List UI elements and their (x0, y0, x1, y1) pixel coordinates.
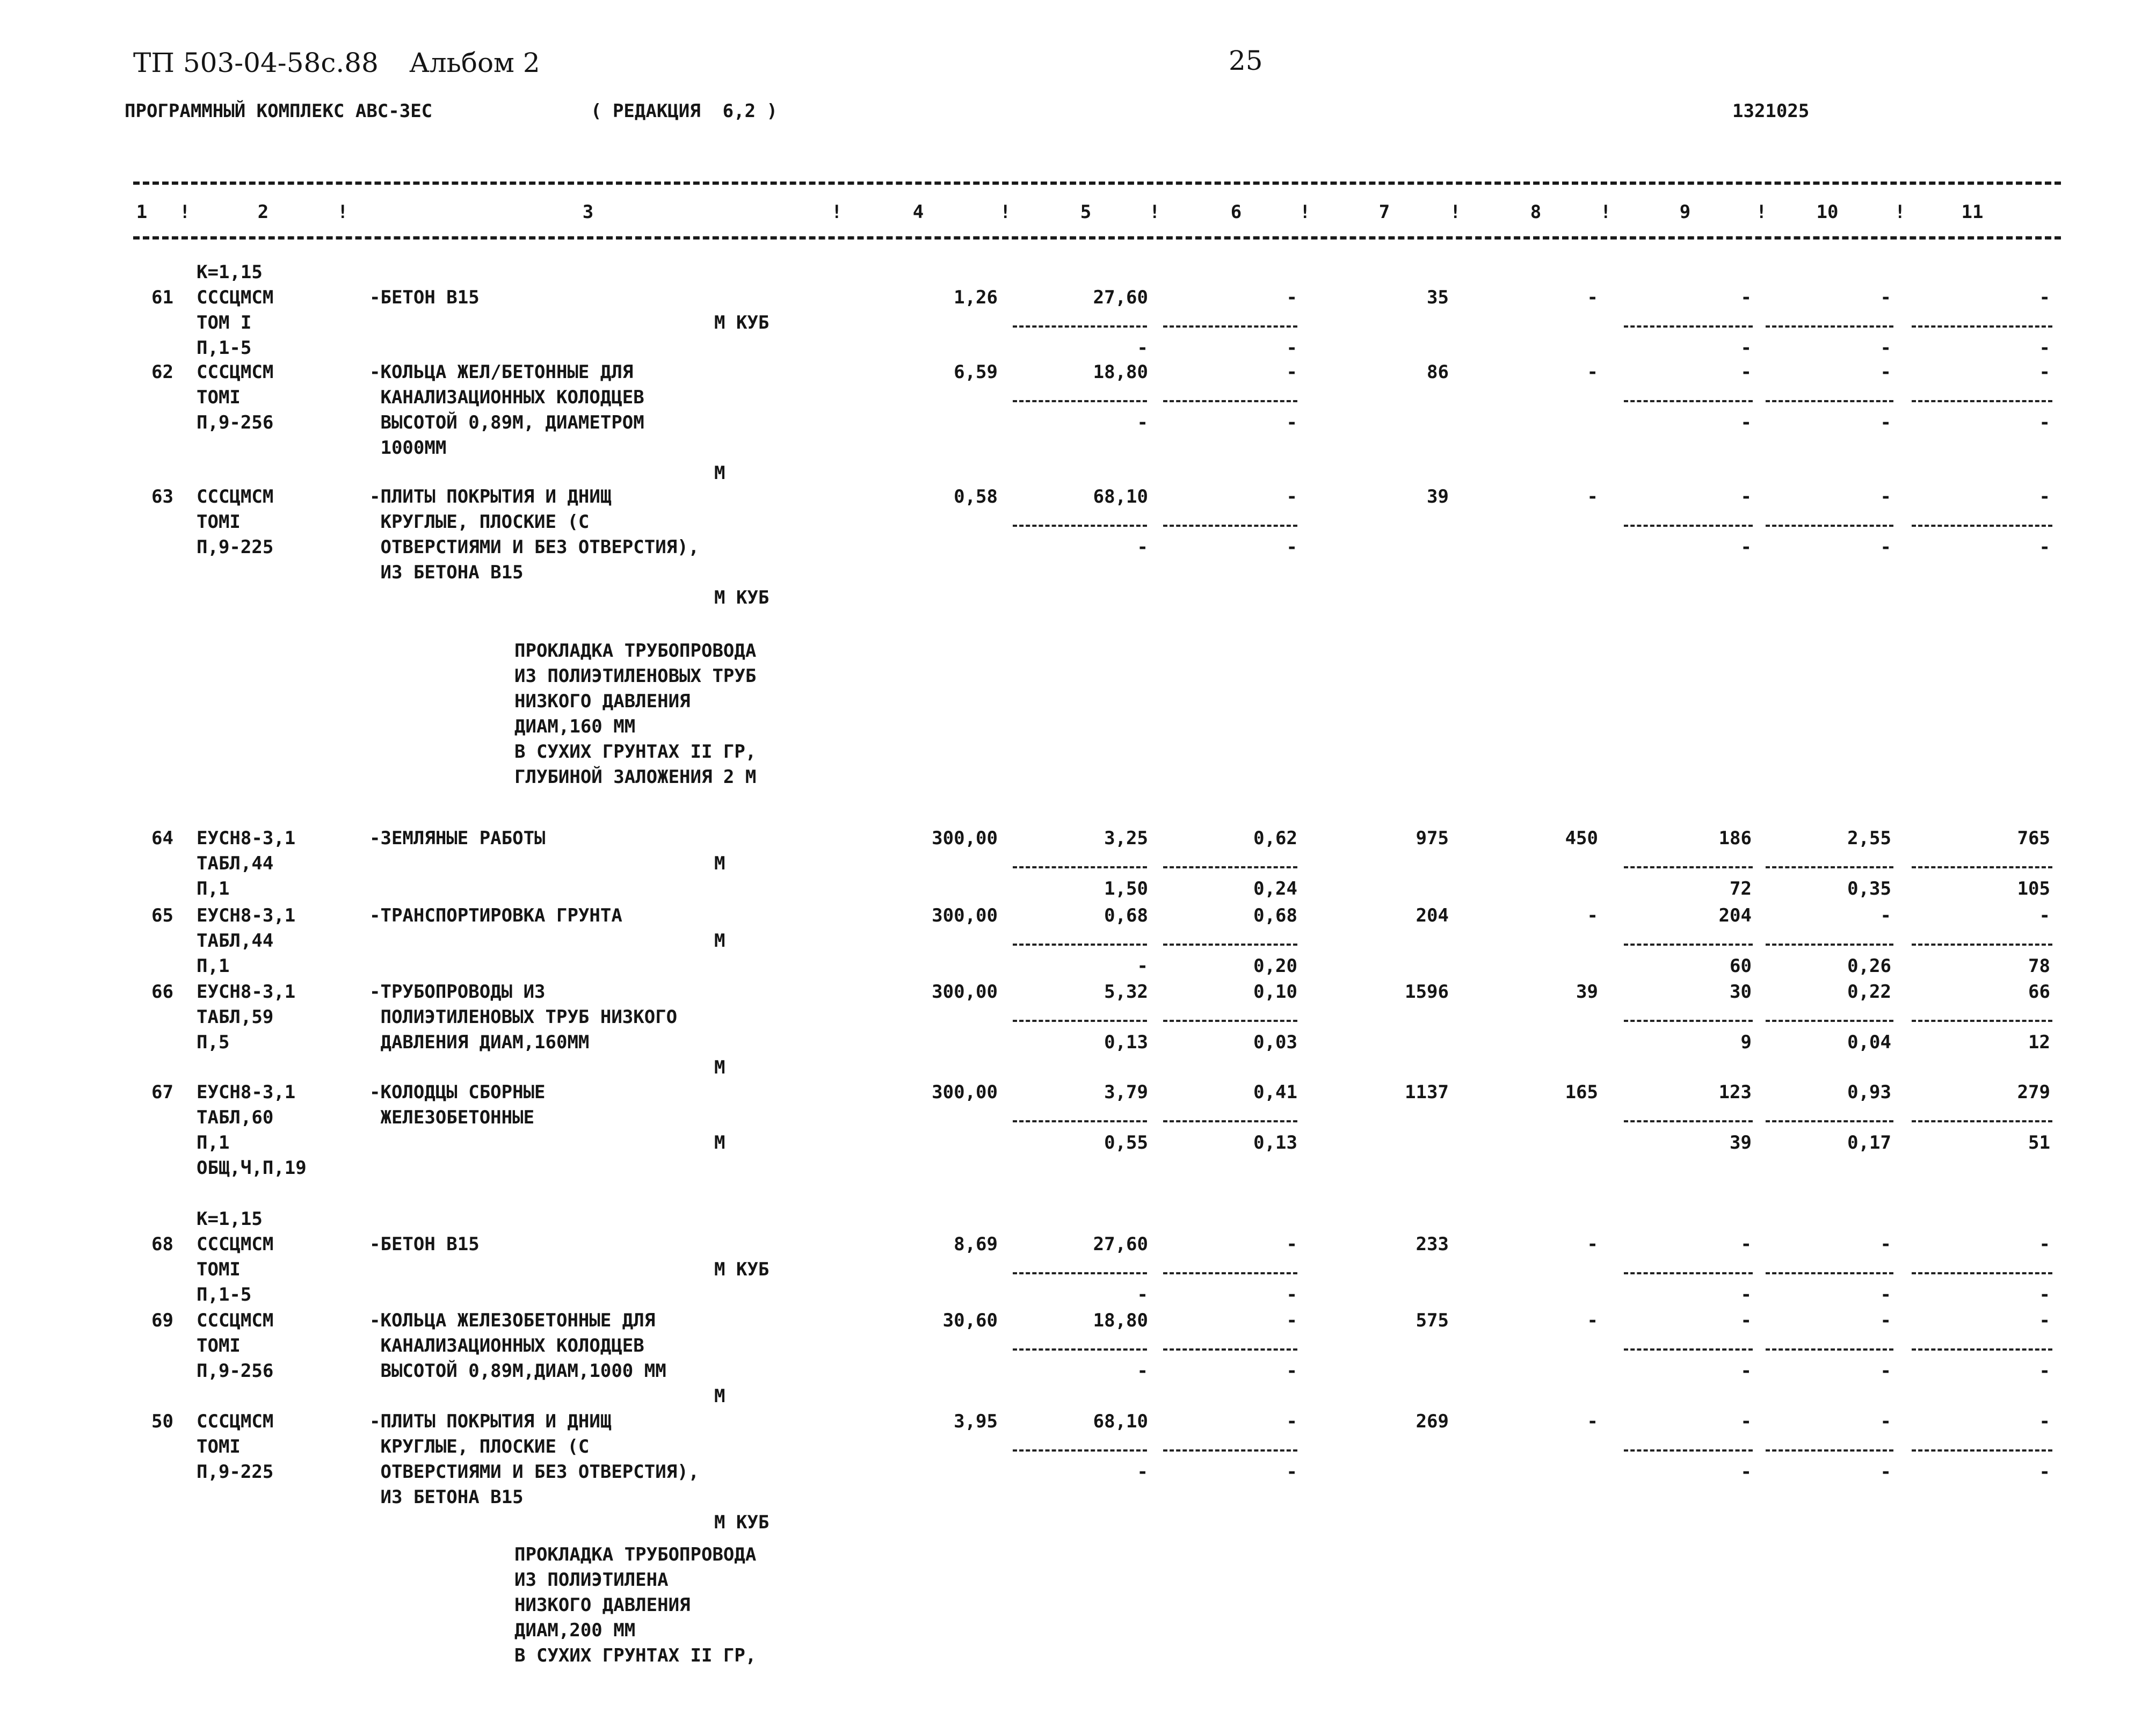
value-c10-sub: - (1880, 337, 1891, 359)
value-c10-sub: 0,04 (1847, 1032, 1891, 1053)
cell-divider (1912, 944, 2052, 946)
value-c5: 5,32 (1104, 981, 1148, 1003)
value-c10: - (1880, 287, 1891, 308)
value-c11-sub: - (2039, 412, 2050, 433)
value-c11: - (2039, 287, 2050, 308)
cell-divider (1624, 1272, 1753, 1274)
work-description: 1000ММ (369, 437, 447, 459)
col-separator: ! (1450, 201, 1461, 223)
cell-divider (1766, 400, 1893, 402)
value-c11: 66 (2028, 981, 2050, 1003)
value-c11-sub: 12 (2028, 1032, 2050, 1053)
value-c11: 279 (2017, 1082, 2050, 1103)
value-c6: 0,41 (1253, 1082, 1297, 1103)
norm-code: ТАБЛ,59 (197, 1006, 274, 1028)
value-c10-sub: 0,35 (1847, 878, 1891, 899)
value-c6-sub: 0,24 (1253, 878, 1297, 899)
cell-divider (1163, 1272, 1297, 1274)
col-separator: ! (831, 201, 843, 223)
work-description: ДАВЛЕНИЯ ДИАМ,160ММ (369, 1032, 590, 1053)
norm-code: ТОМI (197, 1335, 241, 1356)
norm-code: ЕУСН8-3,1 (197, 905, 296, 926)
cell-divider (1013, 1348, 1147, 1351)
value-c11-sub: 105 (2017, 878, 2050, 899)
col-header-5: 5 (1080, 201, 1092, 223)
value-c10-sub: - (1880, 412, 1891, 433)
quantity: 300,00 (932, 981, 998, 1003)
value-c11: - (2039, 361, 2050, 383)
value-c11: - (2039, 905, 2050, 926)
work-description: КАНАЛИЗАЦИОННЫХ КОЛОДЦЕВ (369, 387, 644, 408)
section-line: ИЗ ПОЛИЭТИЛЕНОВЫХ ТРУБ (514, 665, 757, 687)
work-description: ОТВЕРСТИЯМИ И БЕЗ ОТВЕРСТИЯ), (369, 536, 700, 558)
document-id: 1321025 (1732, 100, 1810, 122)
cell-divider (1766, 1348, 1893, 1351)
value-c10: - (1880, 1411, 1891, 1432)
norm-code: СССЦМСМ (197, 1310, 274, 1331)
value-c6: - (1286, 1310, 1297, 1331)
value-c11: - (2039, 1234, 2050, 1255)
row-number: 64 (151, 828, 173, 849)
value-c9-sub: - (1740, 1360, 1752, 1382)
value-c9-sub: 60 (1730, 955, 1752, 977)
value-c9: 30 (1730, 981, 1752, 1003)
program-name: ПРОГРАММНЫЙ КОМПЛЕКС АВС-3ЕС (125, 100, 433, 122)
cell-divider (1624, 1449, 1753, 1452)
value-c5-sub: 1,50 (1104, 878, 1148, 899)
value-c6: 0,62 (1253, 828, 1297, 849)
work-description: -ТРАНСПОРТИРОВКА ГРУНТА (369, 905, 622, 926)
unit-of-measure: М КУБ (714, 1512, 770, 1533)
cell-divider (1624, 1348, 1753, 1351)
value-c9: 186 (1718, 828, 1752, 849)
work-description: -КОЛЬЦА ЖЕЛ/БЕТОННЫЕ ДЛЯ (369, 361, 634, 383)
norm-code: П,1 (197, 1132, 230, 1154)
norm-code: П,1 (197, 878, 230, 899)
row-coefficient: К=1,15 (197, 262, 263, 283)
cell-divider (1912, 866, 2052, 868)
value-c9: - (1740, 486, 1752, 507)
value-c6-sub: 0,03 (1253, 1032, 1297, 1053)
value-c5: 68,10 (1093, 486, 1148, 507)
value-c9-sub: - (1740, 536, 1752, 558)
norm-code: П,9-225 (197, 536, 274, 558)
col-header-8: 8 (1530, 201, 1542, 223)
col-separator: ! (1756, 201, 1767, 223)
quantity: 6,59 (954, 361, 998, 383)
section-line: ИЗ ПОЛИЭТИЛЕНА (514, 1569, 669, 1591)
cell-divider (1013, 400, 1147, 402)
value-c9: - (1740, 361, 1752, 383)
cell-divider (1163, 1348, 1297, 1351)
norm-code: ТОМI (197, 1436, 241, 1457)
value-c9-sub: - (1740, 1284, 1752, 1305)
value-c8: 39 (1576, 981, 1598, 1003)
section-line: ПРОКЛАДКА ТРУБОПРОВОДА (514, 1544, 757, 1565)
value-c10: - (1880, 1310, 1891, 1331)
cell-divider (1766, 1272, 1893, 1274)
value-c5: 18,80 (1093, 1310, 1148, 1331)
value-c11: - (2039, 1310, 2050, 1331)
row-number: 67 (151, 1082, 173, 1103)
cell-divider (1912, 1020, 2052, 1022)
work-description: КРУГЛЫЕ, ПЛОСКИЕ (С (369, 1436, 590, 1457)
value-c11-sub: 51 (2028, 1132, 2050, 1154)
value-c8: - (1587, 486, 1598, 507)
work-description: -ПЛИТЫ ПОКРЫТИЯ И ДНИЩ (369, 486, 612, 507)
section-line: ПРОКЛАДКА ТРУБОПРОВОДА (514, 640, 757, 662)
value-c11-sub: - (2039, 1461, 2050, 1483)
value-c6: - (1286, 361, 1297, 383)
norm-code: П,1 (197, 955, 230, 977)
value-c6: - (1286, 1234, 1297, 1255)
cell-divider (1912, 1348, 2052, 1351)
value-c10: - (1880, 486, 1891, 507)
edition-label: ( РЕДАКЦИЯ 6,2 ) (591, 100, 778, 122)
row-number: 68 (151, 1234, 173, 1255)
row-number: 65 (151, 905, 173, 926)
value-c11-sub: - (2039, 536, 2050, 558)
cell-divider (1163, 944, 1297, 946)
row-number: 61 (151, 287, 173, 308)
norm-code: ТОМI (197, 511, 241, 533)
cell-divider (1163, 1020, 1297, 1022)
cell-divider (1624, 944, 1753, 946)
col-header-4: 4 (912, 201, 924, 223)
value-c5: 27,60 (1093, 1234, 1148, 1255)
section-line: ДИАМ,160 ММ (514, 716, 636, 737)
value-c10-sub: - (1880, 1461, 1891, 1483)
value-c11-sub: - (2039, 337, 2050, 359)
col-separator: ! (1300, 201, 1311, 223)
value-c10-sub: 0,17 (1847, 1132, 1891, 1154)
col-header-9: 9 (1679, 201, 1691, 223)
value-c8: - (1587, 1310, 1598, 1331)
norm-code: П,1-5 (197, 1284, 252, 1305)
norm-code: П,9-225 (197, 1461, 274, 1483)
work-description: КАНАЛИЗАЦИОННЫХ КОЛОДЦЕВ (369, 1335, 644, 1356)
value-c6-sub: - (1286, 1461, 1297, 1483)
value-c9: - (1740, 1310, 1752, 1331)
value-c6-sub: - (1286, 1284, 1297, 1305)
work-description: ИЗ БЕТОНА В15 (369, 1486, 524, 1508)
norm-code: ОБЩ,Ч,П,19 (197, 1157, 307, 1179)
row-number: 63 (151, 486, 173, 507)
col-header-6: 6 (1230, 201, 1242, 223)
page-number: 25 (1229, 45, 1263, 76)
value-c5-sub: - (1137, 1284, 1148, 1305)
cell-divider (1912, 400, 2052, 402)
value-c5-sub: - (1137, 1461, 1148, 1483)
cell-divider (1766, 1449, 1893, 1452)
value-c10-sub: - (1880, 1360, 1891, 1382)
value-c5-sub: 0,13 (1104, 1032, 1148, 1053)
norm-code: ТАБЛ,60 (197, 1107, 274, 1128)
norm-code: СССЦМСМ (197, 486, 274, 507)
value-c9: - (1740, 1411, 1752, 1432)
cell-divider (1163, 325, 1297, 328)
col-separator: ! (1149, 201, 1160, 223)
norm-code: ЕУСН8-3,1 (197, 828, 296, 849)
value-c8: 165 (1565, 1082, 1598, 1103)
cell-divider (1013, 325, 1147, 328)
norm-code: П,9-256 (197, 1360, 274, 1382)
value-c8: - (1587, 1234, 1598, 1255)
norm-code: ТОМI (197, 387, 241, 408)
work-description: -ЗЕМЛЯНЫЕ РАБОТЫ (369, 828, 546, 849)
norm-code: П,5 (197, 1032, 230, 1053)
value-c8: - (1587, 361, 1598, 383)
quantity: 0,58 (954, 486, 998, 507)
quantity: 300,00 (932, 828, 998, 849)
section-line: ДИАМ,200 ММ (514, 1620, 636, 1641)
quantity: 30,60 (942, 1310, 998, 1331)
value-c10: - (1880, 905, 1891, 926)
cell-divider (1013, 525, 1147, 527)
col-header-7: 7 (1378, 201, 1390, 223)
value-c7: 575 (1415, 1310, 1449, 1331)
col-separator: ! (1600, 201, 1611, 223)
value-c8: - (1587, 1411, 1598, 1432)
section-line: В СУХИХ ГРУНТАХ II ГР, (514, 741, 757, 763)
value-c6-sub: - (1286, 1360, 1297, 1382)
work-description: ОТВЕРСТИЯМИ И БЕЗ ОТВЕРСТИЯ), (369, 1461, 700, 1483)
value-c10-sub: - (1880, 536, 1891, 558)
value-c6-sub: 0,13 (1253, 1132, 1297, 1154)
value-c9-sub: 9 (1740, 1032, 1752, 1053)
col-separator: ! (179, 201, 191, 223)
work-description: ВЫСОТОЙ 0,89М,ДИАМ,1000 ММ (369, 1360, 666, 1382)
value-c6: - (1286, 1411, 1297, 1432)
value-c9-sub: - (1740, 412, 1752, 433)
unit-of-measure: М КУБ (714, 312, 770, 333)
value-c5-sub: - (1137, 955, 1148, 977)
unit-of-measure: М КУБ (714, 1259, 770, 1280)
cell-divider (1624, 525, 1753, 527)
cell-divider (1912, 1272, 2052, 1274)
value-c6: 0,10 (1253, 981, 1297, 1003)
value-c7: 39 (1427, 486, 1449, 507)
value-c10: 0,22 (1847, 981, 1891, 1003)
value-c6-sub: 0,20 (1253, 955, 1297, 977)
norm-code: ТАБЛ,44 (197, 930, 274, 952)
cell-divider (1013, 1272, 1147, 1274)
value-c11: 765 (2017, 828, 2050, 849)
row-coefficient: К=1,15 (197, 1208, 263, 1230)
work-description: -ТРУБОПРОВОДЫ ИЗ (369, 981, 546, 1003)
header-rule-bottom (133, 236, 2061, 240)
norm-code: СССЦМСМ (197, 287, 274, 308)
value-c8: 450 (1565, 828, 1598, 849)
value-c7: 35 (1427, 287, 1449, 308)
work-description: -ПЛИТЫ ПОКРЫТИЯ И ДНИЩ (369, 1411, 612, 1432)
cell-divider (1013, 1449, 1147, 1452)
value-c6-sub: - (1286, 412, 1297, 433)
cell-divider (1766, 1020, 1893, 1022)
col-header-11: 11 (1961, 201, 1984, 223)
norm-code: П,9-256 (197, 412, 274, 433)
cell-divider (1013, 944, 1147, 946)
norm-code: П,1-5 (197, 337, 252, 359)
header-rule-top (133, 182, 2061, 185)
cell-divider (1163, 1449, 1297, 1452)
cell-divider (1624, 1120, 1753, 1122)
col-header-10: 10 (1816, 201, 1839, 223)
value-c7: 204 (1415, 905, 1449, 926)
unit-of-measure: М (714, 462, 725, 484)
value-c9-sub: 39 (1730, 1132, 1752, 1154)
value-c6-sub: - (1286, 337, 1297, 359)
section-line: НИЗКОГО ДАВЛЕНИЯ (514, 691, 691, 712)
norm-code: СССЦМСМ (197, 1411, 274, 1432)
value-c9-sub: 72 (1730, 878, 1752, 899)
value-c9: - (1740, 1234, 1752, 1255)
value-c5: 3,25 (1104, 828, 1148, 849)
work-description: КРУГЛЫЕ, ПЛОСКИЕ (С (369, 511, 590, 533)
value-c11: - (2039, 486, 2050, 507)
work-description: -КОЛОДЦЫ СБОРНЫЕ (369, 1082, 546, 1103)
work-description: -КОЛЬЦА ЖЕЛЕЗОБЕТОННЫЕ ДЛЯ (369, 1310, 656, 1331)
norm-code: ЕУСН8-3,1 (197, 1082, 296, 1103)
value-c7: 233 (1415, 1234, 1449, 1255)
cell-divider (1766, 866, 1893, 868)
unit-of-measure: М (714, 1057, 725, 1078)
cell-divider (1624, 325, 1753, 328)
value-c8: - (1587, 287, 1598, 308)
cell-divider (1766, 944, 1893, 946)
value-c5: 0,68 (1104, 905, 1148, 926)
value-c5: 27,60 (1093, 287, 1148, 308)
album-label: Альбом 2 (409, 47, 540, 78)
value-c11: - (2039, 1411, 2050, 1432)
value-c6: 0,68 (1253, 905, 1297, 926)
work-description: ПОЛИЭТИЛЕНОВЫХ ТРУБ НИЗКОГО (369, 1006, 678, 1028)
value-c10-sub: 0,26 (1847, 955, 1891, 977)
work-description: ЖЕЛЕЗОБЕТОННЫЕ (369, 1107, 535, 1128)
norm-code: СССЦМСМ (197, 1234, 274, 1255)
cell-divider (1624, 1020, 1753, 1022)
work-description: -БЕТОН В15 (369, 1234, 480, 1255)
cell-divider (1624, 400, 1753, 402)
norm-code: ТОМ I (197, 312, 252, 333)
quantity: 3,95 (954, 1411, 998, 1432)
col-separator: ! (1000, 201, 1011, 223)
unit-of-measure: М (714, 1132, 725, 1154)
value-c7: 975 (1415, 828, 1449, 849)
row-number: 50 (151, 1411, 173, 1432)
doc-code: ТП 503-04-58с.88 (133, 47, 379, 78)
cell-divider (1766, 525, 1893, 527)
quantity: 300,00 (932, 905, 998, 926)
cell-divider (1624, 866, 1753, 868)
cell-divider (1766, 325, 1893, 328)
value-c5: 18,80 (1093, 361, 1148, 383)
col-header-2: 2 (257, 201, 269, 223)
cell-divider (1163, 866, 1297, 868)
value-c5-sub: - (1137, 536, 1148, 558)
quantity: 300,00 (932, 1082, 998, 1103)
unit-of-measure: М КУБ (714, 587, 770, 608)
value-c6: - (1286, 486, 1297, 507)
cell-divider (1013, 1120, 1147, 1122)
norm-code: СССЦМСМ (197, 361, 274, 383)
value-c10: - (1880, 361, 1891, 383)
unit-of-measure: М (714, 1385, 725, 1407)
col-separator: ! (1894, 201, 1906, 223)
cell-divider (1912, 1449, 2052, 1452)
value-c5-sub: 0,55 (1104, 1132, 1148, 1154)
unit-of-measure: М (714, 853, 725, 874)
value-c9-sub: - (1740, 337, 1752, 359)
row-number: 62 (151, 361, 173, 383)
value-c5: 3,79 (1104, 1082, 1148, 1103)
value-c6-sub: - (1286, 536, 1297, 558)
work-description: ВЫСОТОЙ 0,89М, ДИАМЕТРОМ (369, 412, 644, 433)
col-header-3: 3 (582, 201, 594, 223)
value-c5: 68,10 (1093, 1411, 1148, 1432)
norm-code: ЕУСН8-3,1 (197, 981, 296, 1003)
work-description: -БЕТОН В15 (369, 287, 480, 308)
cell-divider (1912, 1120, 2052, 1122)
cell-divider (1163, 525, 1297, 527)
col-header-1: 1 (136, 201, 148, 223)
cell-divider (1013, 1020, 1147, 1022)
work-description: ИЗ БЕТОНА В15 (369, 562, 524, 583)
quantity: 1,26 (954, 287, 998, 308)
unit-of-measure: М (714, 930, 725, 952)
row-number: 66 (151, 981, 173, 1003)
value-c11-sub: 78 (2028, 955, 2050, 977)
cell-divider (1912, 325, 2052, 328)
section-line: В СУХИХ ГРУНТАХ II ГР, (514, 1645, 757, 1666)
value-c6: - (1286, 287, 1297, 308)
cell-divider (1163, 400, 1297, 402)
cell-divider (1912, 525, 2052, 527)
section-line: ГЛУБИНОЙ ЗАЛОЖЕНИЯ 2 М (514, 766, 757, 788)
cell-divider (1766, 1120, 1893, 1122)
row-number: 69 (151, 1310, 173, 1331)
col-separator: ! (337, 201, 349, 223)
value-c5-sub: - (1137, 337, 1148, 359)
value-c9: 204 (1718, 905, 1752, 926)
value-c7: 269 (1415, 1411, 1449, 1432)
value-c7: 1596 (1405, 981, 1449, 1003)
value-c7: 1137 (1405, 1082, 1449, 1103)
value-c5-sub: - (1137, 412, 1148, 433)
section-line: НИЗКОГО ДАВЛЕНИЯ (514, 1594, 691, 1616)
value-c9: - (1740, 287, 1752, 308)
value-c10: 2,55 (1847, 828, 1891, 849)
value-c10-sub: - (1880, 1284, 1891, 1305)
value-c8: - (1587, 905, 1598, 926)
value-c10: - (1880, 1234, 1891, 1255)
quantity: 8,69 (954, 1234, 998, 1255)
value-c9: 123 (1718, 1082, 1752, 1103)
cell-divider (1163, 1120, 1297, 1122)
norm-code: ТОМI (197, 1259, 241, 1280)
value-c10: 0,93 (1847, 1082, 1891, 1103)
value-c11-sub: - (2039, 1360, 2050, 1382)
value-c11-sub: - (2039, 1284, 2050, 1305)
value-c5-sub: - (1137, 1360, 1148, 1382)
value-c7: 86 (1427, 361, 1449, 383)
value-c9-sub: - (1740, 1461, 1752, 1483)
norm-code: ТАБЛ,44 (197, 853, 274, 874)
cell-divider (1013, 866, 1147, 868)
